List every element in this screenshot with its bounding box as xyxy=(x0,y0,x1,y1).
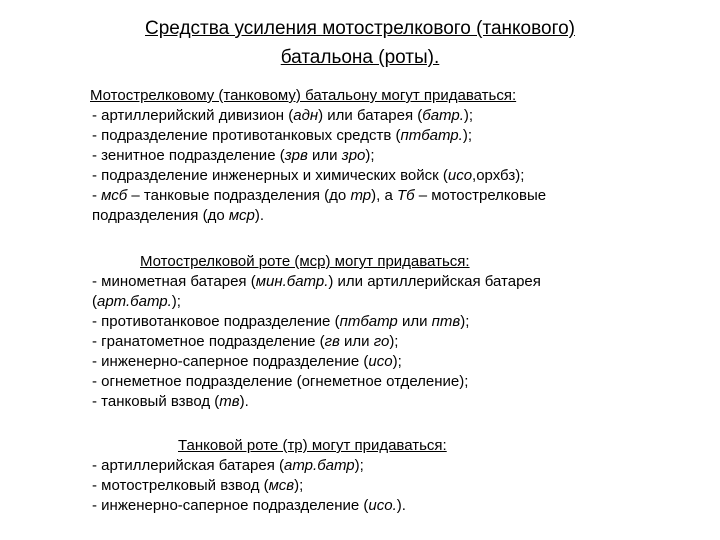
company-heading: Мотострелковой роте (мср) могут придаваться: xyxy=(140,253,470,270)
list-item-continuation: подразделения (до мср). xyxy=(92,207,264,224)
list-item: - зенитное подразделение (зрв или зро); xyxy=(92,147,375,164)
list-item: - подразделение инженерных и химических войск (исо,орхбз); xyxy=(92,167,525,184)
list-item: - подразделение противотанковых средств (птбатр.); xyxy=(92,127,472,144)
list-item: - танковый взвод (тв). xyxy=(92,393,249,410)
battalion-heading: Мотострелковому (танковому) батальону могут придаваться: xyxy=(90,87,517,104)
list-item: - мсб – танковые подразделения (до тр), а Тб – мотострелковые xyxy=(92,187,547,204)
list-item-continuation: (арт.батр.); xyxy=(92,293,181,310)
list-item: - гранатометное подразделение (гв или го); xyxy=(92,333,399,350)
list-item: - инженерно-саперное подразделение (исо.). xyxy=(92,497,406,514)
list-item: - мотострелковый взвод (мсв); xyxy=(92,477,304,494)
list-item: - противотанковое подразделение (птбатр или птв); xyxy=(92,313,470,330)
tank-company-heading: Танковой роте (тр) могут придаваться: xyxy=(178,437,447,454)
list-item: - артиллерийская батарея (атр.батр); xyxy=(92,457,364,474)
list-item: - артиллерийский дивизион (адн) или батарея (батр.); xyxy=(92,107,474,124)
page-title xyxy=(50,14,670,72)
list-item: - минометная батарея (мин.батр.) или артиллерийская батарея xyxy=(92,273,541,290)
tank-company-section xyxy=(88,436,688,516)
title-line-1: Средства усиления мотострелкового (танкового) xyxy=(145,18,575,39)
list-item: - инженерно-саперное подразделение (исо); xyxy=(92,353,402,370)
title-line-2: батальона (роты). xyxy=(280,47,440,68)
company-section xyxy=(88,252,688,412)
list-item: - огнеметное подразделение (огнеметное отделение); xyxy=(92,373,469,390)
battalion-section xyxy=(88,86,688,226)
